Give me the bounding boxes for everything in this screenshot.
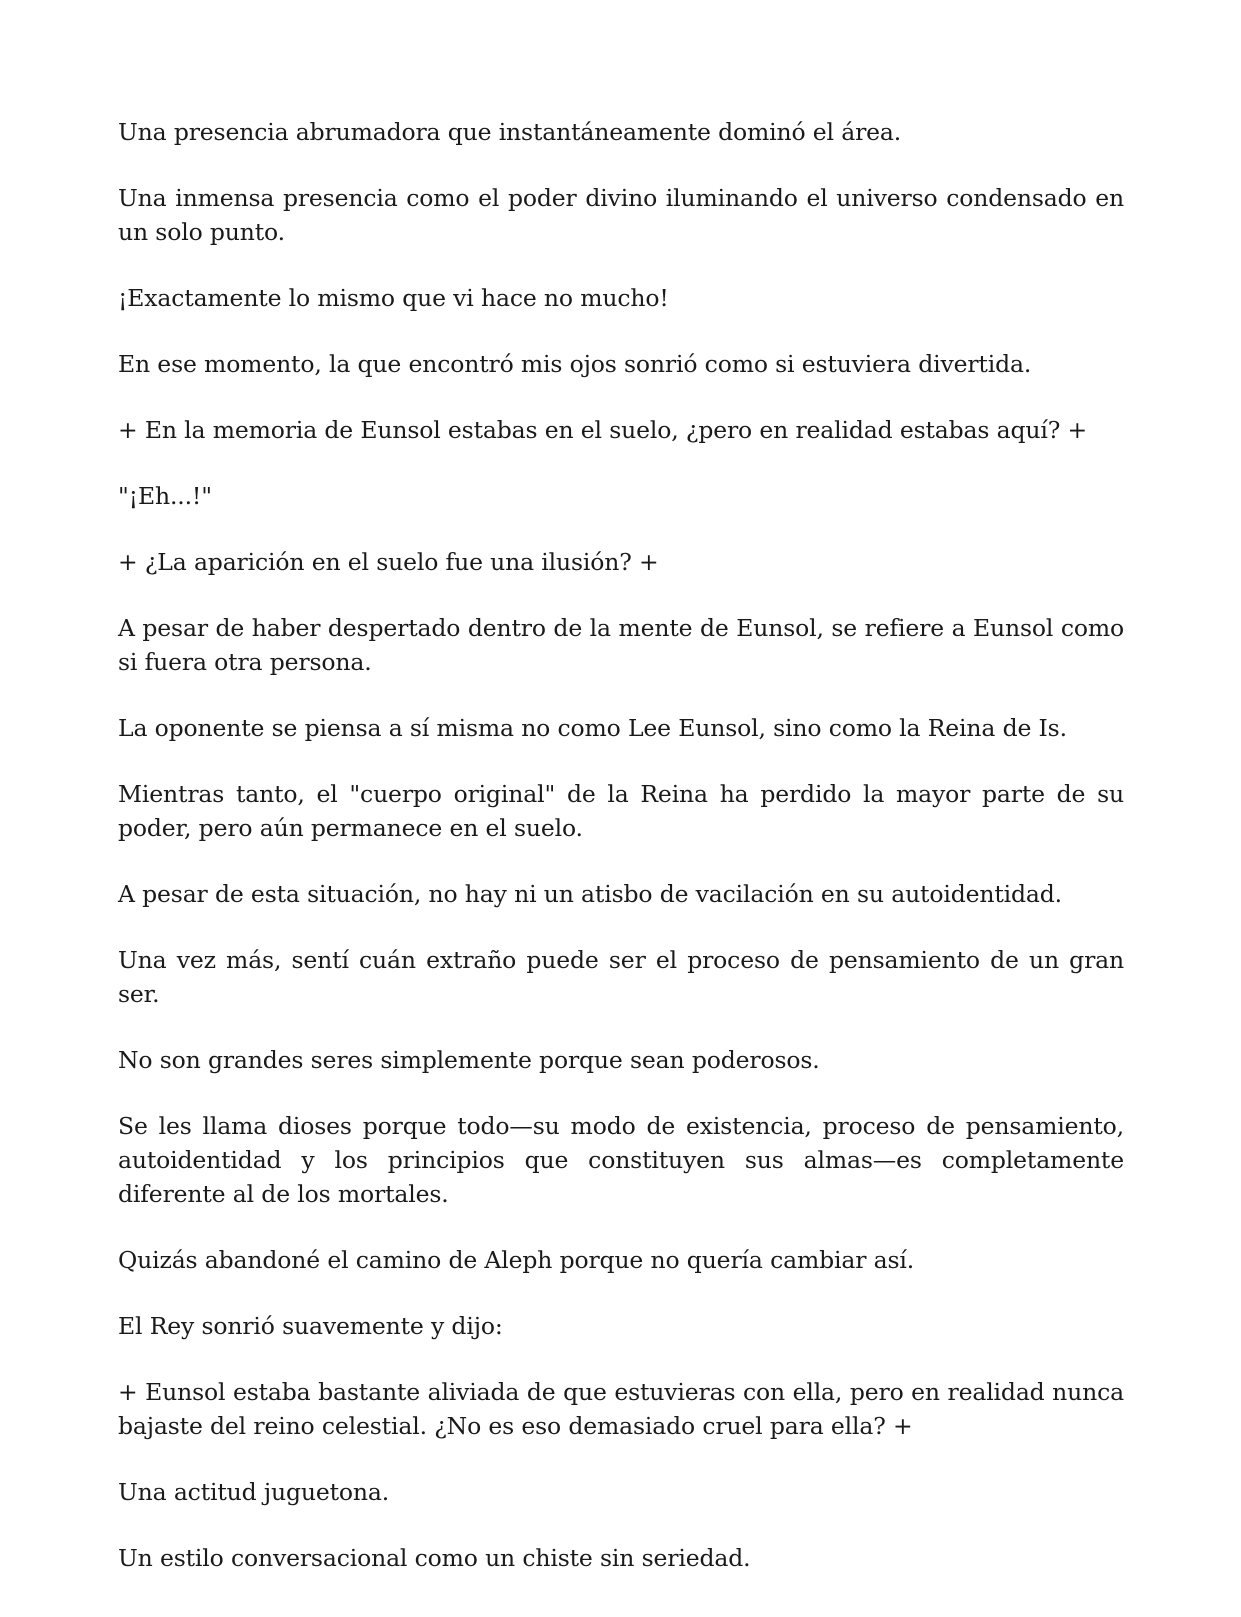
paragraph: + En la memoria de Eunsol estabas en el suelo, ¿pero en realidad estabas aquí? + [118, 416, 1088, 444]
paragraph: ¡Exactamente lo mismo que vi hace no mucho! [118, 284, 669, 312]
paragraph: El Rey sonrió suavemente y dijo: [118, 1312, 503, 1340]
paragraph: Una presencia abrumadora que instantáneamente dominó el área. [118, 118, 902, 146]
paragraph: Se les llama dioses porque todo—su modo de existencia, proceso de pensamiento, autoidentidad y los principios que constituyen sus almas—es completamente diferente al de los mortales. [118, 1112, 1124, 1208]
paragraph: En ese momento, la que encontró mis ojos sonrió como si estuviera divertida. [118, 350, 1032, 378]
paragraph: Quizás abandoné el camino de Aleph porque no quería cambiar así. [118, 1246, 915, 1274]
paragraph: La oponente se piensa a sí misma no como Lee Eunsol, sino como la Reina de Is. [118, 714, 1067, 742]
paragraph: No son grandes seres simplemente porque sean poderosos. [118, 1046, 820, 1074]
paragraph: Una actitud juguetona. [118, 1478, 390, 1506]
paragraph: "¡Eh...!" [118, 482, 212, 510]
paragraph: Un estilo conversacional como un chiste sin seriedad. [118, 1544, 751, 1572]
paragraph: + ¿La aparición en el suelo fue una ilusión? + [118, 548, 659, 576]
document-page [118, 115, 1124, 1575]
paragraph: Una vez más, sentí cuán extraño puede ser el proceso de pensamiento de un gran ser. [118, 946, 1124, 1008]
paragraph: A pesar de haber despertado dentro de la mente de Eunsol, se refiere a Eunsol como si fuera otra persona. [118, 614, 1124, 676]
paragraph: Mientras tanto, el "cuerpo original" de la Reina ha perdido la mayor parte de su poder, pero aún permanece en el suelo. [118, 780, 1124, 842]
paragraph: A pesar de esta situación, no hay ni un atisbo de vacilación en su autoidentidad. [118, 880, 1062, 908]
paragraph: + Eunsol estaba bastante aliviada de que estuvieras con ella, pero en realidad nunca bajaste del reino celestial. ¿No es eso demasiado cruel para ella? + [118, 1378, 1124, 1440]
paragraph: Una inmensa presencia como el poder divino iluminando el universo condensado en un solo punto. [118, 184, 1124, 246]
